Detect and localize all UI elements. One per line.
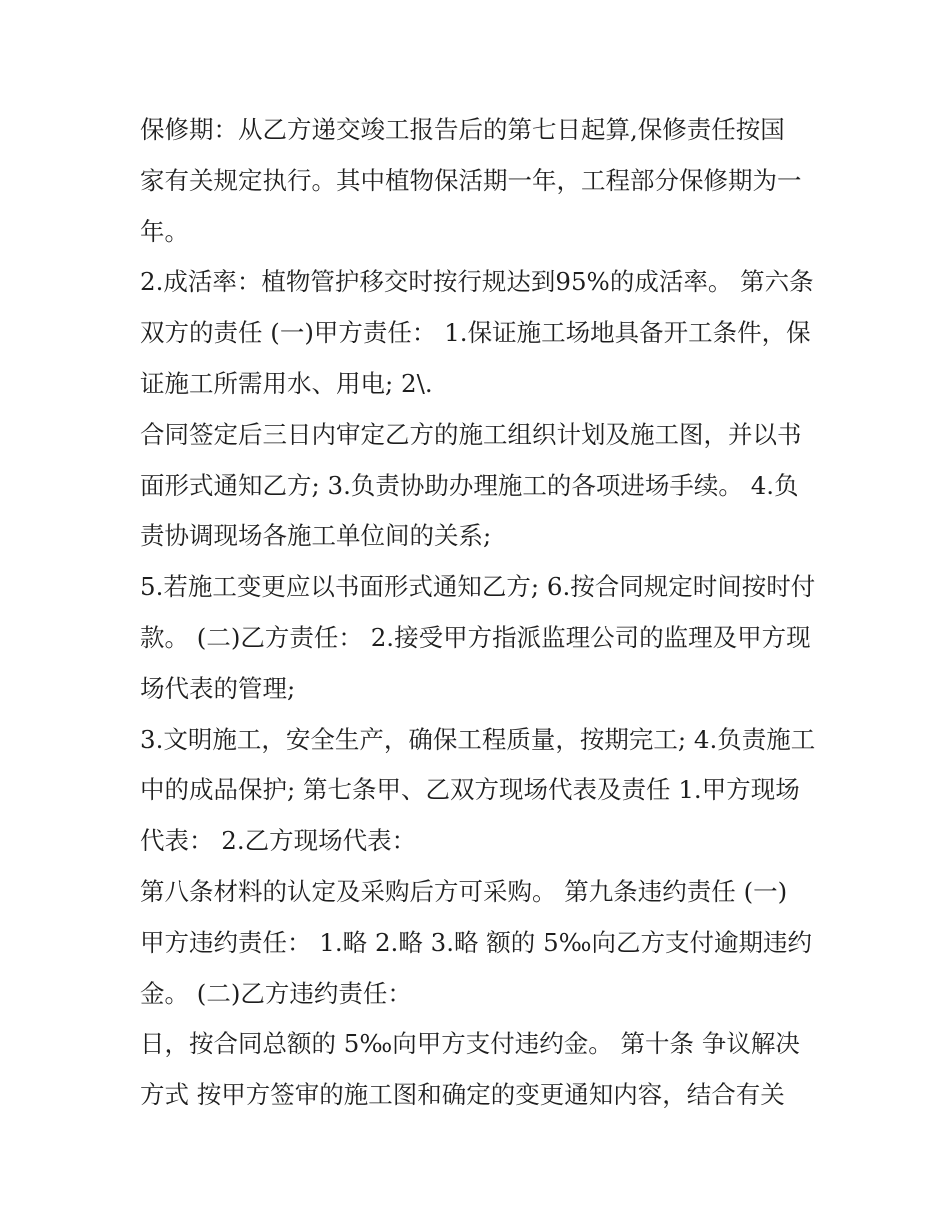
text-line: 甲方违约责任： 1.略 2.略 3.略 额的 5‰向乙方支付逾期违约 (140, 927, 813, 957)
text-line: 中的成品保护; 第七条甲、乙双方现场代表及责任 1.甲方现场 (140, 775, 800, 805)
text-line: 面形式通知乙方; 3.负责协助办理施工的各项进场手续。 4.负 (140, 470, 799, 500)
text-line: 双方的责任 (一)甲方责任： 1.保证施工场地具备开工条件，保 (140, 318, 811, 348)
text-line: 代表： 2.乙方现场代表： (140, 826, 417, 856)
text-line: 日，按合同总额的 5‰向甲方支付违约金。 第十条 争议解决 (140, 1029, 800, 1059)
text-line: 2.成活率：植物管护移交时按行规达到95%的成活率。 第六条 (140, 267, 814, 297)
text-line: 方式 按甲方签审的施工图和确定的变更通知内容，结合有关 (140, 1080, 785, 1110)
text-line: 第八条材料的认定及采购后方可采购。 第九条违约责任 (一) (140, 876, 788, 906)
text-line: 5.若施工变更应以书面形式通知乙方; 6.按合同规定时间按时付 (140, 572, 816, 602)
text-line: 证施工所需用水、用电; 2\. (140, 368, 433, 398)
text-line: 合同签定后三日内审定乙方的施工组织计划及施工图，并以书 (140, 419, 802, 449)
text-line: 保修期：从乙方递交竣工报告后的第七日起算,保修责任按国 (140, 115, 785, 144)
text-line: 家有关规定执行。其中植物保活期一年，工程部分保修期为一 (140, 165, 802, 195)
text-line: 年。 (140, 216, 189, 246)
text-line: 3.文明施工，安全生产，确保工程质量，按期完工; 4.负责施工 (140, 724, 816, 754)
text-line: 款。 (二)乙方责任： 2.接受甲方指派监理公司的监理及甲方现 (140, 622, 811, 652)
document-body (140, 105, 820, 1121)
text-line: 责协调现场各施工单位间的关系; (140, 521, 492, 551)
text-line: 场代表的管理; (140, 673, 296, 703)
text-line: 金。 (二)乙方违约责任： (140, 978, 412, 1008)
